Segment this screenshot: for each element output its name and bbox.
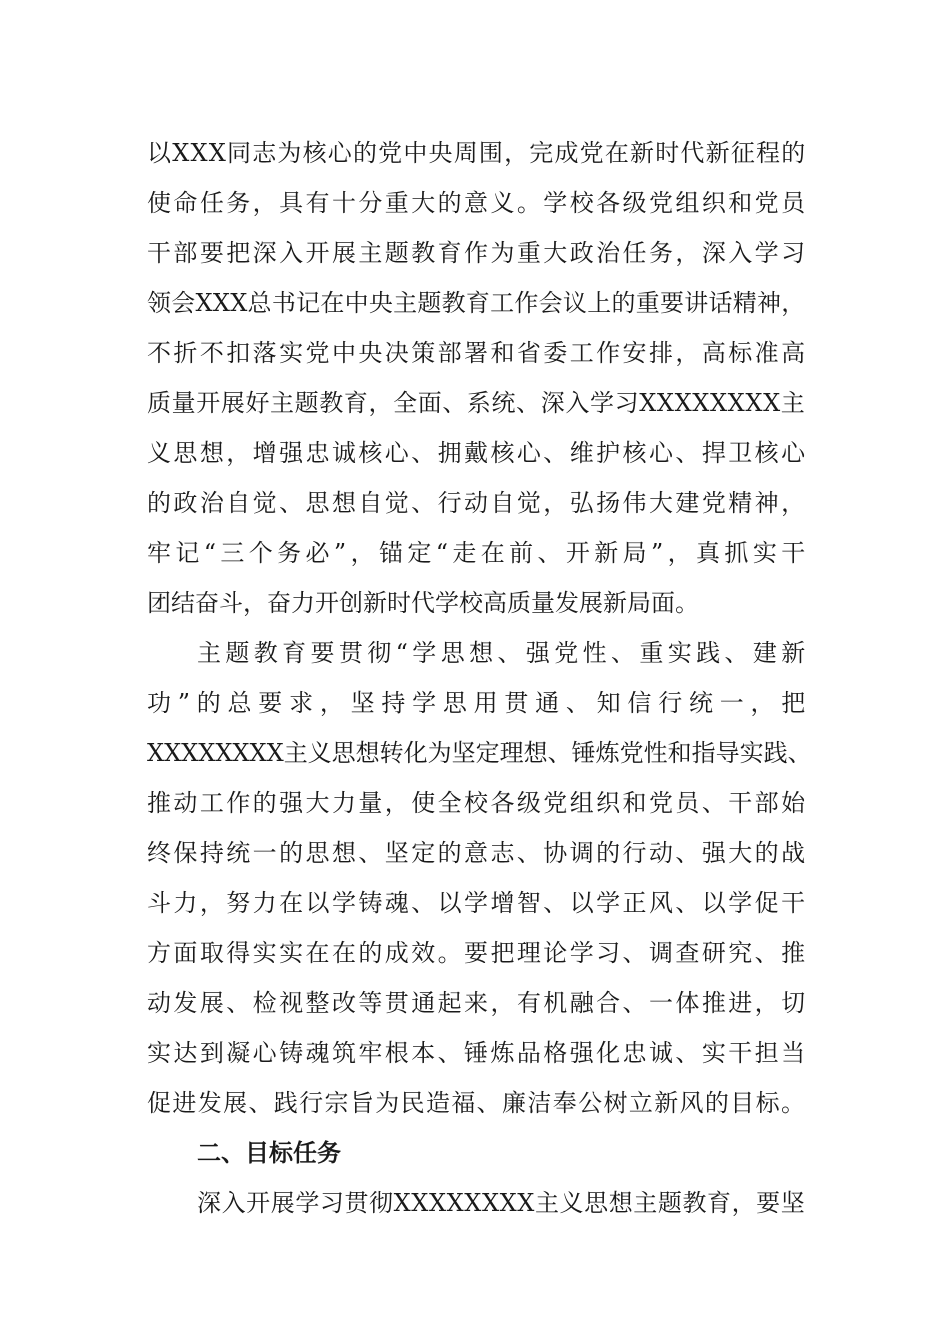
paragraph-2-line-9: 实达到凝心铸魂筑牢根本、锤炼品格强化忠诚、实干担当 bbox=[147, 1039, 808, 1067]
paragraph-3-line-1: 深入开展学习贯彻XXXXXXXX主义思想主题教育，要坚 bbox=[197, 1189, 806, 1217]
paragraph-2-line-3: XXXXXXXX主义思想转化为坚定理想、锤炼党性和指导实践、 bbox=[147, 739, 812, 767]
paragraph-2-line-7: 方面取得实实在在的成效。要把理论学习、调查研究、推 bbox=[147, 939, 808, 967]
paragraph-2-line-1: 主题教育要贯彻“学思想、强党性、重实践、建新 bbox=[197, 639, 810, 667]
paragraph-1-line-8: 的政治自觉、思想自觉、行动自觉，弘扬伟大建党精神， bbox=[147, 489, 808, 517]
paragraph-1-line-4: 领会XXX总书记在中央主题教育工作会议上的重要讲话精神， bbox=[147, 289, 806, 317]
paragraph-1-line-1: 以XXX同志为核心的党中央周围，完成党在新时代新征程的 bbox=[147, 139, 807, 167]
paragraph-2-line-4: 推动工作的强大力量，使全校各级党组织和党员、干部始 bbox=[147, 789, 808, 817]
paragraph-2-line-8: 动发展、检视整改等贯通起来，有机融合、一体推进，切 bbox=[147, 989, 808, 1017]
paragraph-1-line-6: 质量开展好主题教育，全面、系统、深入学习XXXXXXXX主 bbox=[147, 389, 806, 417]
paragraph-1-line-5: 不折不扣落实党中央决策部署和省委工作安排，高标准高 bbox=[147, 339, 808, 367]
paragraph-1-line-7: 义思想，增强忠诚核心、拥戴核心、维护核心、捍卫核心 bbox=[147, 439, 808, 467]
paragraph-2-line-5: 终保持统一的思想、坚定的意志、协调的行动、强大的战 bbox=[147, 839, 808, 867]
paragraph-2-line-2: 功”的总要求，坚持学思用贯通、知信行统一，把 bbox=[147, 689, 812, 717]
paragraph-2-line-10: 促进发展、践行宗旨为民造福、廉洁奉公树立新风的目标。 bbox=[147, 1089, 807, 1117]
paragraph-2-line-6: 斗力，努力在以学铸魂、以学增智、以学正风、以学促干 bbox=[147, 889, 808, 917]
paragraph-1-line-3: 干部要把深入开展主题教育作为重大政治任务，深入学习 bbox=[147, 239, 808, 267]
paragraph-1-line-2: 使命任务，具有十分重大的意义。学校各级党组织和党员 bbox=[147, 189, 808, 217]
paragraph-1-line-9: 牢记“三个务必”，锚定“走在前、开新局”，真抓实干 bbox=[147, 539, 810, 567]
paragraph-1-line-10: 团结奋斗，奋力开创新时代学校高质量发展新局面。 bbox=[147, 589, 699, 617]
section-heading: 二、目标任务 bbox=[197, 1139, 341, 1167]
